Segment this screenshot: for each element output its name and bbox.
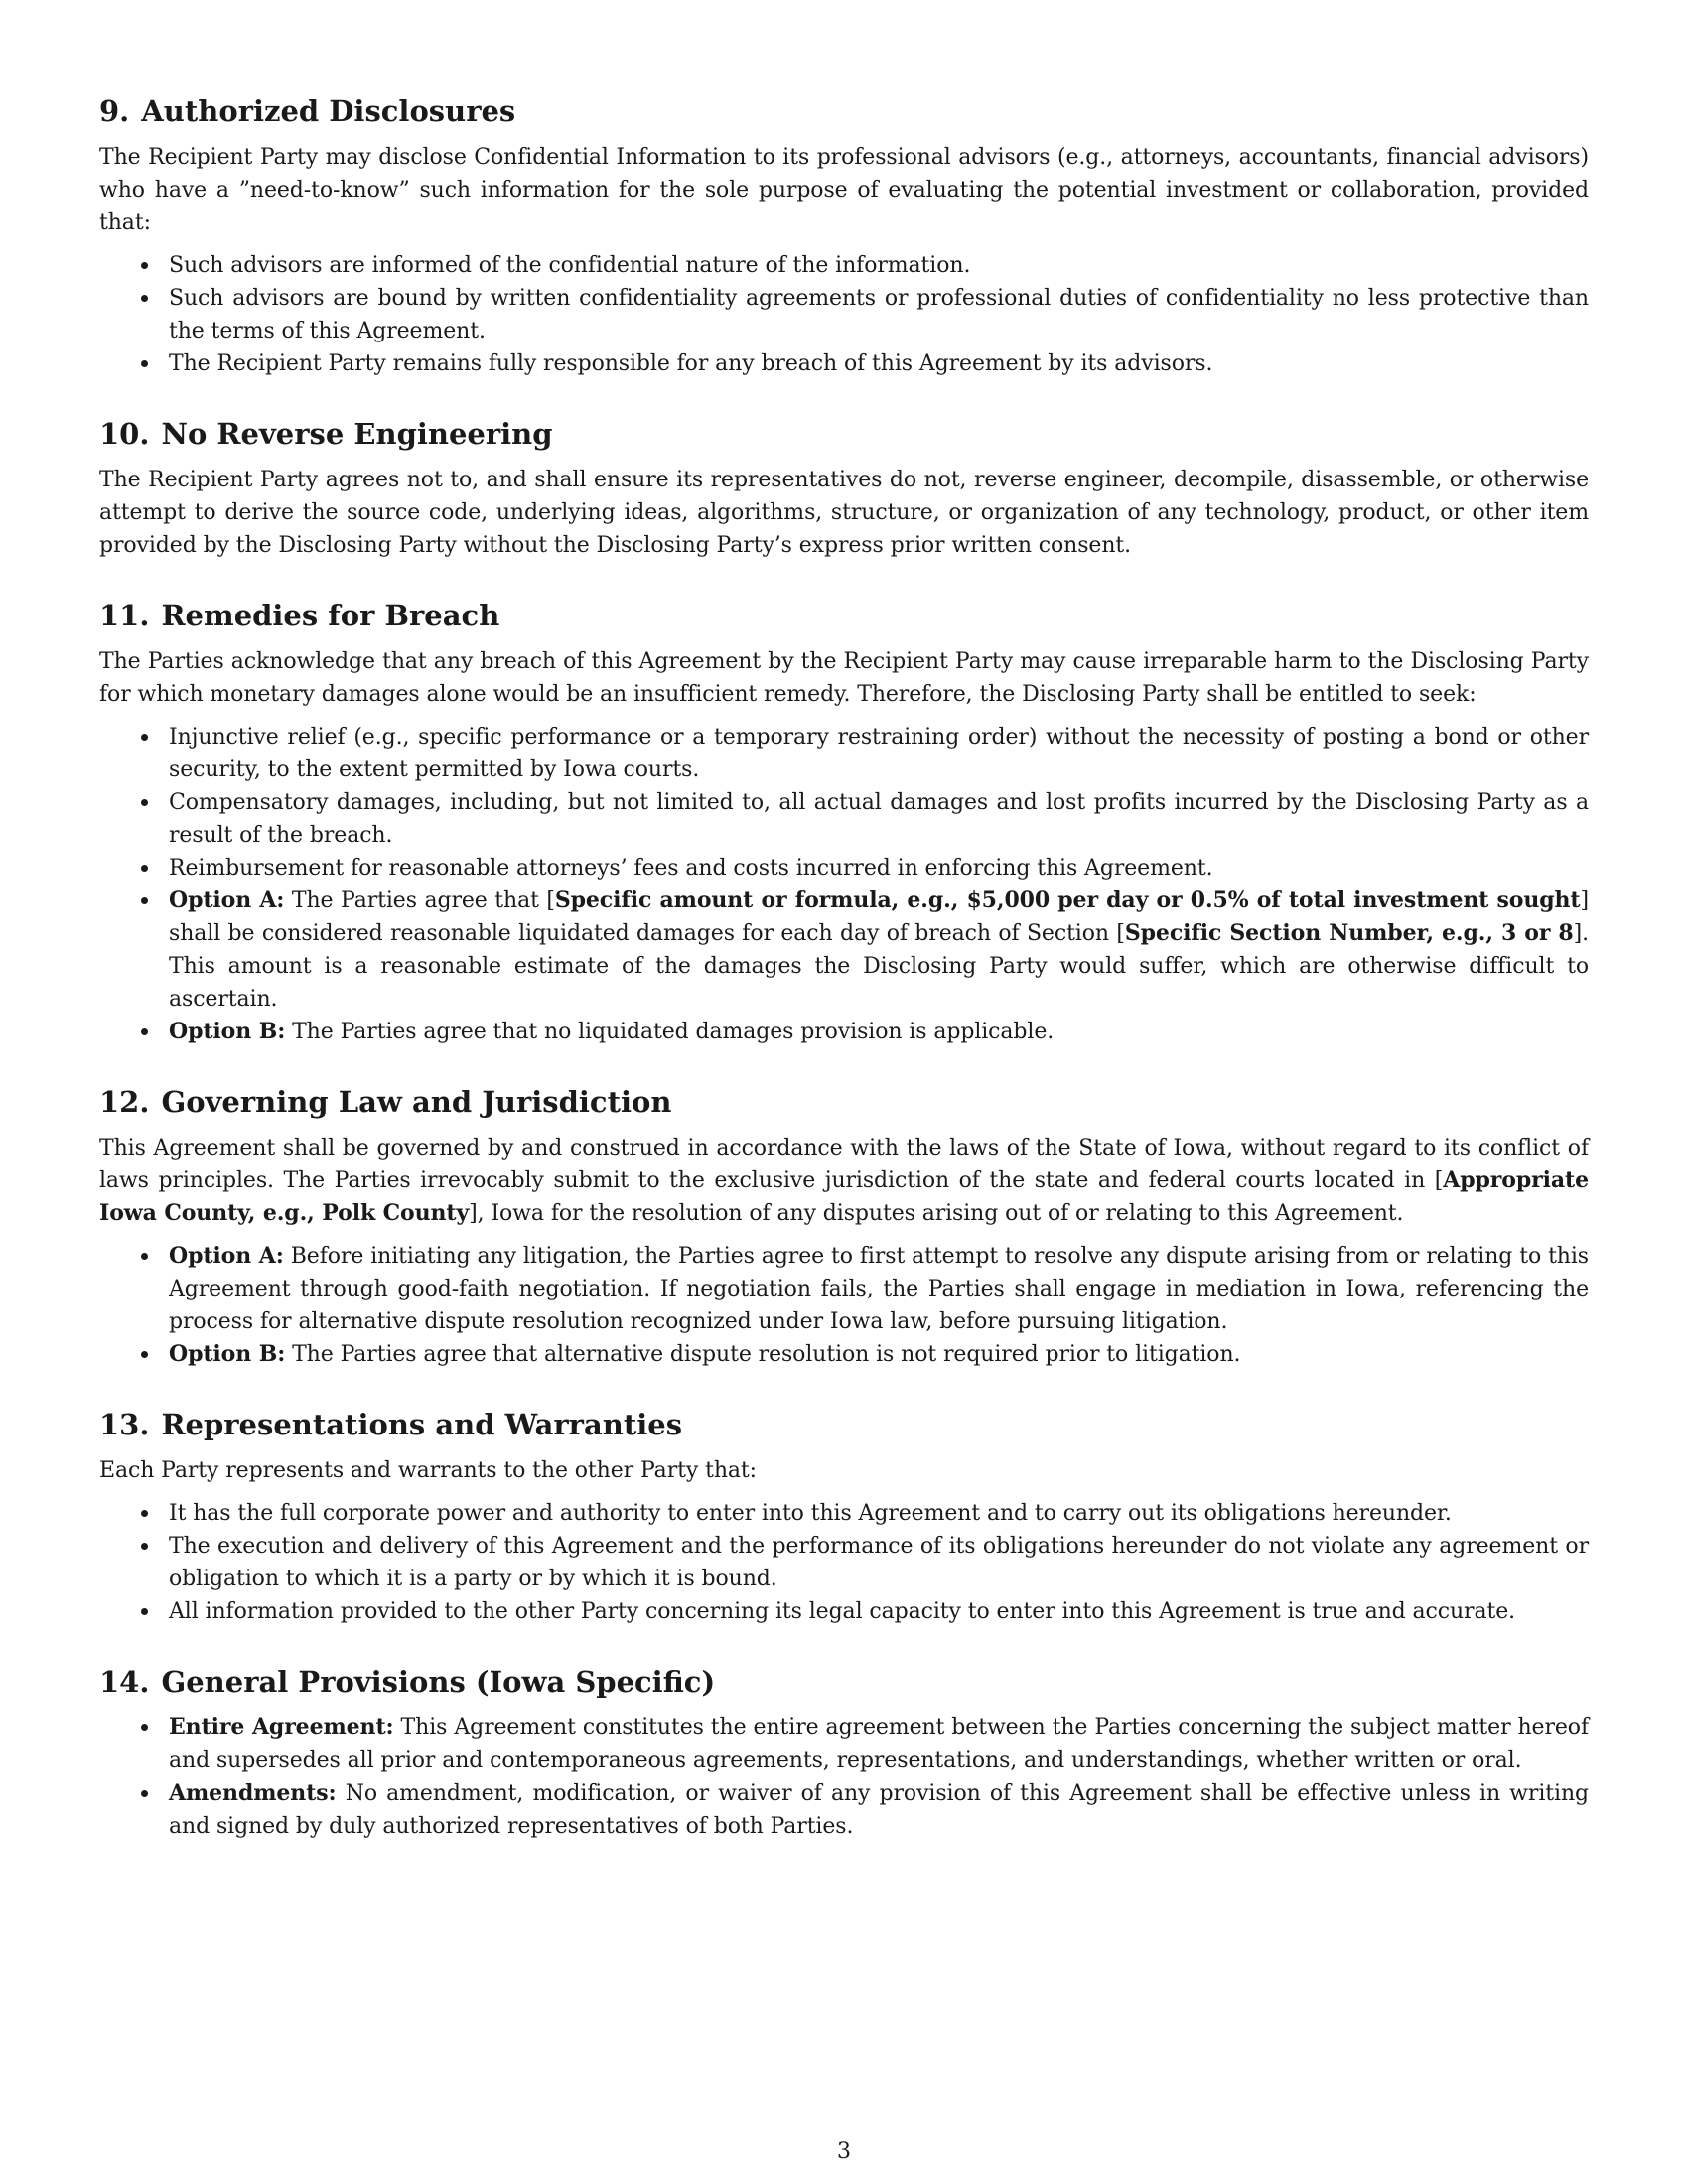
list-item-amendments bbox=[99, 1777, 1589, 1843]
option-text: The Parties agree that alternative dispute resolution is not required prior to litigation. bbox=[285, 1342, 1241, 1367]
section-number: 14. bbox=[99, 1665, 150, 1699]
provision-text: This Agreement constitutes the entire agreement between the Parties concerning the subject matter hereof and supersedes all prior and contemporaneous agreements, representations, and understandings, whether written or oral. bbox=[169, 1715, 1589, 1773]
section-number: 11. bbox=[99, 599, 150, 632]
paragraph-text: ], Iowa for the resolution of any disputes arising out of or relating to this Agreement. bbox=[469, 1201, 1404, 1226]
section-number: 10. bbox=[99, 417, 150, 451]
list-item: Such advisors are informed of the confidential nature of the information. bbox=[99, 249, 1589, 282]
list-item-option-a bbox=[99, 885, 1589, 1016]
section-paragraph: Each Party represents and warrants to the other Party that: bbox=[99, 1458, 757, 1483]
section-governing-law bbox=[99, 1082, 1589, 1371]
section-title: No Reverse Engineering bbox=[161, 417, 553, 451]
option-text: The Parties agree that no liquidated damages provision is applicable. bbox=[285, 1020, 1055, 1044]
section-representations-warranties bbox=[99, 1405, 1589, 1628]
list-item: Compensatory damages, including, but not limited to, all actual damages and lost profits incurred by the Disclosing Party as a result of the breach. bbox=[99, 786, 1589, 852]
option-text: The Parties agree that [ bbox=[284, 888, 555, 913]
list-item-option-b bbox=[99, 1338, 1589, 1371]
list-item: All information provided to the other Party concerning its legal capacity to enter into this Agreement is true and accurate. bbox=[99, 1595, 1589, 1628]
placeholder-section-number: Specific Section Number, e.g., 3 or 8 bbox=[1124, 920, 1574, 946]
section-paragraph: The Parties acknowledge that any breach of this Agreement by the Recipient Party may cause irreparable harm to the Disclosing Party for which monetary damages alone would be an insufficient remedy. Therefore, the Disclosing Party shall be entitled to seek: bbox=[99, 649, 1589, 707]
list-item: Injunctive relief (e.g., specific performance or a temporary restraining order) without the necessity of posting a bond or other security, to the extent permitted by Iowa courts. bbox=[99, 721, 1589, 786]
option-label: Option B: bbox=[169, 1019, 286, 1044]
placeholder-amount: Specific amount or formula, e.g., $5,000 per day or 0.5% of total investment sought bbox=[554, 887, 1581, 913]
document-page bbox=[99, 91, 1589, 1876]
option-text: ] shall be considered reasonable liquidated damages for each day of breach of Section [ bbox=[169, 888, 1589, 946]
list-item: The execution and delivery of this Agreement and the performance of its obligations hereunder do not violate any agreement or obligation to which it is a party or by which it is bound. bbox=[99, 1530, 1589, 1595]
provision-text: No amendment, modification, or waiver of any provision of this Agreement shall be effective unless in writing and signed by duly authorized representatives of both Parties. bbox=[169, 1781, 1589, 1839]
section-no-reverse-engineering bbox=[99, 414, 1589, 562]
page-number: 3 bbox=[837, 2139, 851, 2164]
list-item: The Recipient Party remains fully responsible for any breach of this Agreement by its advisors. bbox=[99, 347, 1589, 380]
list-item: It has the full corporate power and authority to enter into this Agreement and to carry out its obligations hereunder. bbox=[99, 1497, 1589, 1530]
list-item-entire-agreement bbox=[99, 1711, 1589, 1777]
bullet-list bbox=[99, 1497, 1589, 1628]
placeholder-county: Appropriate Iowa County, e.g., Polk County bbox=[99, 1167, 1589, 1226]
section-title: Representations and Warranties bbox=[161, 1408, 683, 1441]
provision-label: Entire Agreement: bbox=[169, 1714, 394, 1740]
section-heading bbox=[99, 414, 1589, 454]
section-heading bbox=[99, 1405, 1589, 1444]
paragraph-text: This Agreement shall be governed by and construed in accordance with the laws of the State of Iowa, without regard to its conflict of laws principles. The Parties irrevocably submit to the exclusive jurisdiction of the state and federal courts located in [ bbox=[99, 1136, 1589, 1193]
list-item-option-b bbox=[99, 1016, 1589, 1048]
section-title: Authorized Disclosures bbox=[141, 94, 516, 128]
section-number: 13. bbox=[99, 1408, 150, 1441]
section-authorized-disclosures bbox=[99, 91, 1589, 380]
section-heading bbox=[99, 91, 1589, 131]
list-item-option-a bbox=[99, 1240, 1589, 1338]
section-title: Governing Law and Jurisdiction bbox=[161, 1085, 672, 1119]
section-heading bbox=[99, 1662, 1589, 1702]
bullet-list bbox=[99, 249, 1589, 380]
bullet-list bbox=[99, 1240, 1589, 1371]
section-paragraph bbox=[99, 1132, 1589, 1230]
option-text: ]. This amount is a reasonable estimate of the damages the Disclosing Party would suffer, which are otherwise difficult to ascertain. bbox=[169, 921, 1589, 1012]
section-paragraph: The Recipient Party agrees not to, and shall ensure its representatives do not, reverse engineer, decompile, disassemble, or otherwise attempt to derive the source code, underlying ideas, algorithms, structure, or organization of any technology, product, or other item provided by the Disclosing Party without the Disclosing Party’s express prior written consent. bbox=[99, 468, 1589, 558]
section-paragraph: The Recipient Party may disclose Confidential Information to its professional advisors (e.g., attorneys, accountants, financial advisors) who have a ”need-to-know” such information for the sole purpose of evaluating the potential investment or collaboration, provided that: bbox=[99, 145, 1589, 235]
list-item: Such advisors are bound by written confidentiality agreements or professional duties of confidentiality no less protective than the terms of this Agreement. bbox=[99, 282, 1589, 347]
option-label: Option A: bbox=[169, 1243, 284, 1269]
provision-label: Amendments: bbox=[169, 1780, 337, 1806]
section-title: Remedies for Breach bbox=[161, 599, 500, 632]
option-text: Before initiating any litigation, the Parties agree to first attempt to resolve any dispute arising from or relating to this Agreement through good-faith negotiation. If negotiation fails, the Parties shall engage in mediation in Iowa, referencing the process for alternative dispute resolution recognized under Iowa law, before pursuing litigation. bbox=[169, 1244, 1590, 1334]
section-number: 12. bbox=[99, 1085, 150, 1119]
section-remedies-for-breach bbox=[99, 596, 1589, 1048]
bullet-list bbox=[99, 721, 1589, 1048]
section-title: General Provisions (Iowa Specific) bbox=[161, 1665, 716, 1699]
bullet-list bbox=[99, 1711, 1589, 1843]
list-item: Reimbursement for reasonable attorneys’ fees and costs incurred in enforcing this Agreement. bbox=[99, 852, 1589, 885]
section-number: 9. bbox=[99, 94, 130, 128]
option-label: Option A: bbox=[169, 887, 285, 913]
option-label: Option B: bbox=[169, 1341, 286, 1367]
section-heading bbox=[99, 1082, 1589, 1122]
section-general-provisions bbox=[99, 1662, 1589, 1843]
section-heading bbox=[99, 596, 1589, 635]
